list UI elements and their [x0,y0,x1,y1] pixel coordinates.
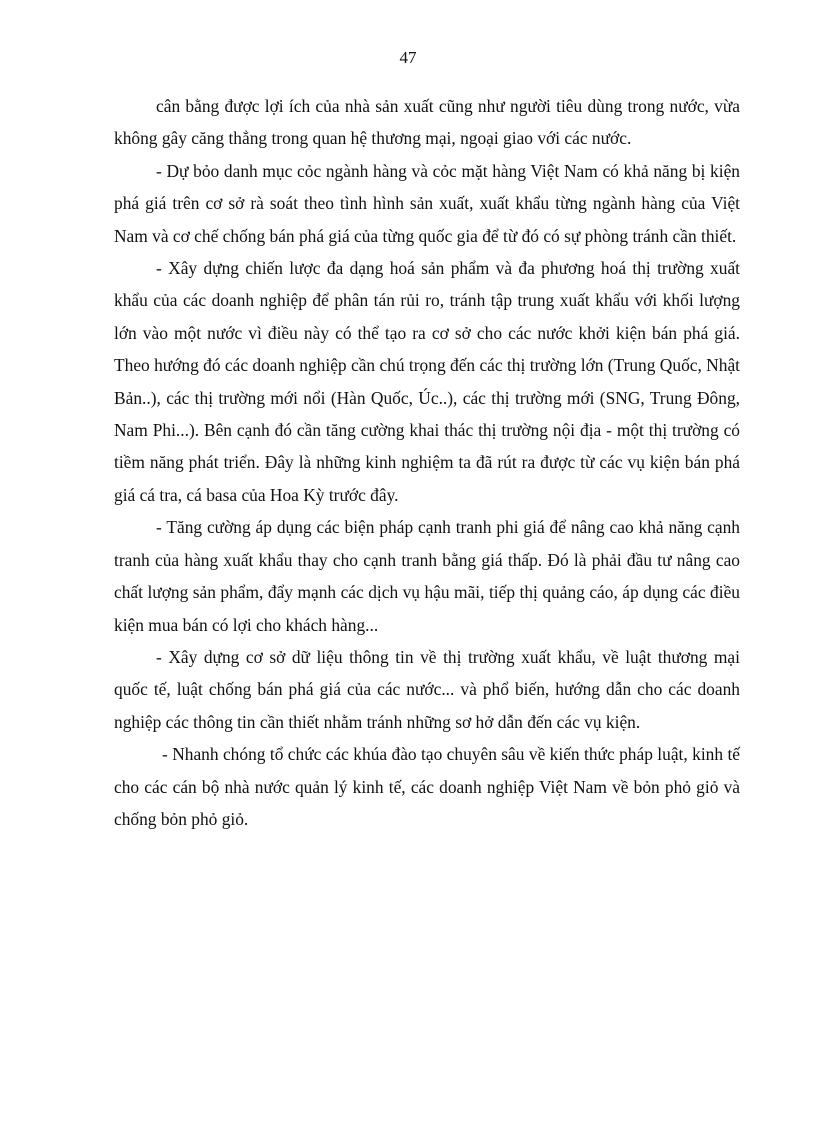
paragraph-non-price-competition: - Tăng cường áp dụng các biện pháp cạnh tranh phi giá để nâng cao khả năng cạnh tranh của hàng xuất khẩu thay cho cạnh tranh bằng giá thấp. Đó là phải đầu tư nâng cao chất lượng sản phẩm, đẩy mạnh các dịch vụ hậu mãi, tiếp thị quảng cáo, áp dụng các điều kiện mua bán có lợi cho khách hàng... [114,517,740,635]
paragraph-market-database: - Xây dựng cơ sở dữ liệu thông tin về thị trường xuất khẩu, về luật thương mại quốc tế, luật chống bán phá giá của các nước... và phổ biến, hướng dẫn cho các doanh nghiệp các thông tin cần thiết nhằm tránh những sơ hở dẫn đến các vụ kiện. [114,646,740,732]
page-number: 47 [399,48,417,67]
document-body [114,90,740,835]
paragraph-continued: cân bằng được lợi ích của nhà sản xuất cũng như người tiêu dùng trong nước, vừa không gây căng thẳng trong quan hệ thương mại, ngoại giao với các nước. [114,96,740,149]
paragraph-training-courses: - Nhanh chóng tổ chức các khúa đào tạo chuyên sâu về kiến thức pháp luật, kinh tế cho các cán bộ nhà nước quản lý kinh tế, các doanh nghiệp Việt Nam về bỏn phỏ giỏ và chống bỏn phỏ giỏ. [114,744,740,829]
paragraph-diversification-strategy: - Xây dựng chiến lược đa dạng hoá sản phẩm và đa phương hoá thị trường xuất khẩu của các doanh nghiệp để phân tán rủi ro, tránh tập trung xuất khẩu với khối lượng lớn vào một nước vì điều này có thể tạo ra cơ sở cho các nước khởi kiện bán phá giá. Theo hướng đó các doanh nghiệp cần chú trọng đến các thị trường lớn (Trung Quốc, Nhật Bản..), các thị trường mới nổi (Hàn Quốc, Úc..), các thị trường mới (SNG, Trung Đông, Nam Phi...). Bên cạnh đó cần tăng cường khai thác thị trường nội địa - một thị trường có tiềm năng phát triển. Đây là những kinh nghiệm ta đã rút ra được từ các vụ kiện bán phá giá cá tra, cá basa của Hoa Kỳ trước đây. [114,258,740,505]
paragraph-forecast-products: - Dự bỏo danh mục cỏc ngành hàng và cỏc mặt hàng Việt Nam có khả năng bị kiện phá giá trên cơ sở rà soát theo tình hình sản xuất, xuất khẩu từng ngành hàng của Việt Nam và cơ chế chống bán phá giá của từng quốc gia để từ đó có sự phòng tránh cần thiết. [114,160,740,246]
